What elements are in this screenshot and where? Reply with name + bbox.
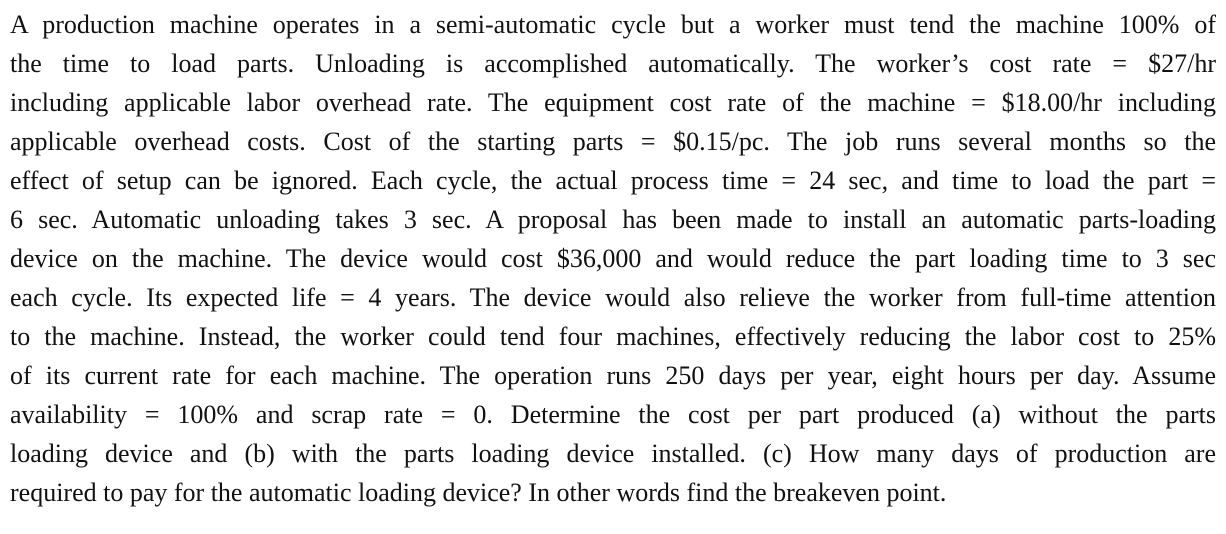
problem-text <box>10 5 1216 512</box>
problem-line-8: each cycle. Its expected life = 4 years. The device would also relieve the worker from full-time attention <box>10 283 1216 312</box>
problem-line-9: to the machine. Instead, the worker could tend four machines, effectively reducing the labor cost to 25% <box>10 322 1216 351</box>
problem-line-2: the time to load parts. Unloading is accomplished automatically. The worker’s cost rate = $27/hr <box>10 49 1216 78</box>
problem-line-6: 6 sec. Automatic unloading takes 3 sec. A proposal has been made to install an automatic parts-loading <box>10 205 1216 234</box>
problem-line-12: loading device and (b) with the parts loading device installed. (c) How many days of production are <box>10 439 1216 468</box>
problem-line-13: required to pay for the automatic loading device? In other words find the breakeven point. <box>10 478 947 507</box>
problem-line-3: including applicable labor overhead rate. The equipment cost rate of the machine = $18.00/hr including <box>10 88 1216 117</box>
problem-line-7: device on the machine. The device would cost $36,000 and would reduce the part loading time to 3 sec <box>10 244 1216 273</box>
problem-line-10: of its current rate for each machine. The operation runs 250 days per year, eight hours per day. Assume <box>10 361 1216 390</box>
problem-line-1: A production machine operates in a semi-automatic cycle but a worker must tend the machine 100% of <box>10 10 1216 39</box>
problem-line-4: applicable overhead costs. Cost of the starting parts = $0.15/pc. The job runs several months so the <box>10 127 1216 156</box>
problem-line-5: effect of setup can be ignored. Each cycle, the actual process time = 24 sec, and time to load the part = <box>10 166 1216 195</box>
problem-line-11: availability = 100% and scrap rate = 0. Determine the cost per part produced (a) without the parts <box>10 400 1216 429</box>
